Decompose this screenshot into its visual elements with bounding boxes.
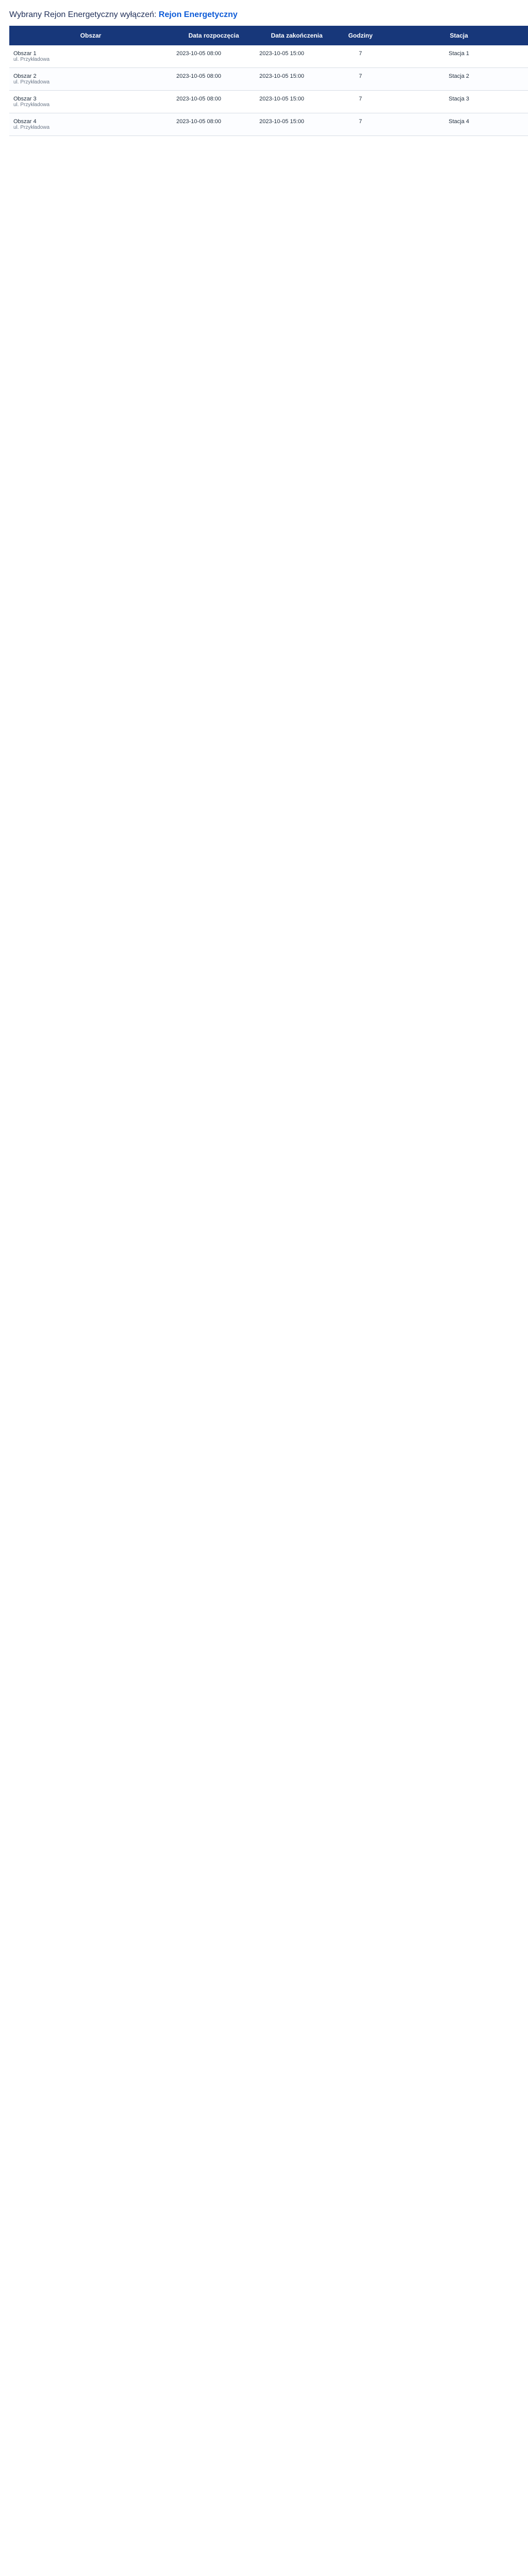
page-title [9, 10, 519, 20]
row-start: 2023-10-05 08:00 [172, 68, 255, 91]
table-header-row [9, 26, 528, 45]
table-header-start: Data rozpoczęcia [172, 26, 255, 45]
table-row [9, 91, 528, 113]
row-area-sub: ul. Przykładowa [13, 125, 50, 130]
table-header-area: Obszar [9, 26, 172, 45]
row-station: Stacja 1 [383, 45, 528, 68]
row-start: 2023-10-05 08:00 [172, 45, 255, 68]
outages-table [9, 26, 528, 136]
row-area [9, 68, 172, 91]
table-wrapper [0, 26, 528, 136]
table-row [9, 113, 528, 136]
row-end: 2023-10-05 15:00 [255, 68, 338, 91]
row-area [9, 45, 172, 68]
row-start: 2023-10-05 08:00 [172, 113, 255, 136]
row-start: 2023-10-05 08:00 [172, 91, 255, 113]
title-region: Rejon Energetyczny [158, 10, 238, 19]
row-area [9, 113, 172, 136]
row-end: 2023-10-05 15:00 [255, 113, 338, 136]
row-area-title: Obszar 2 [13, 73, 37, 79]
row-area-title: Obszar 1 [13, 50, 37, 57]
table-header-end: Data zakończenia [255, 26, 338, 45]
row-station: Stacja 2 [383, 68, 528, 91]
page [0, 0, 528, 157]
row-hours: 7 [338, 45, 383, 68]
row-hours: 7 [338, 68, 383, 91]
row-station: Stacja 3 [383, 91, 528, 113]
row-area [9, 91, 172, 113]
page-header [0, 10, 528, 26]
row-end: 2023-10-05 15:00 [255, 45, 338, 68]
row-area-title: Obszar 4 [13, 118, 37, 125]
row-end: 2023-10-05 15:00 [255, 91, 338, 113]
table-header-station: Stacja [383, 26, 528, 45]
row-hours: 7 [338, 113, 383, 136]
title-prefix: Wybrany Rejon Energetyczny wyłączeń: [9, 10, 157, 19]
row-area-title: Obszar 3 [13, 96, 37, 102]
row-hours: 7 [338, 91, 383, 113]
row-area-sub: ul. Przykładowa [13, 102, 50, 108]
row-area-sub: ul. Przykładowa [13, 57, 50, 62]
row-station: Stacja 4 [383, 113, 528, 136]
table-header-hours: Godziny [338, 26, 383, 45]
table-row [9, 45, 528, 68]
row-area-sub: ul. Przykładowa [13, 79, 50, 85]
table-row [9, 68, 528, 91]
